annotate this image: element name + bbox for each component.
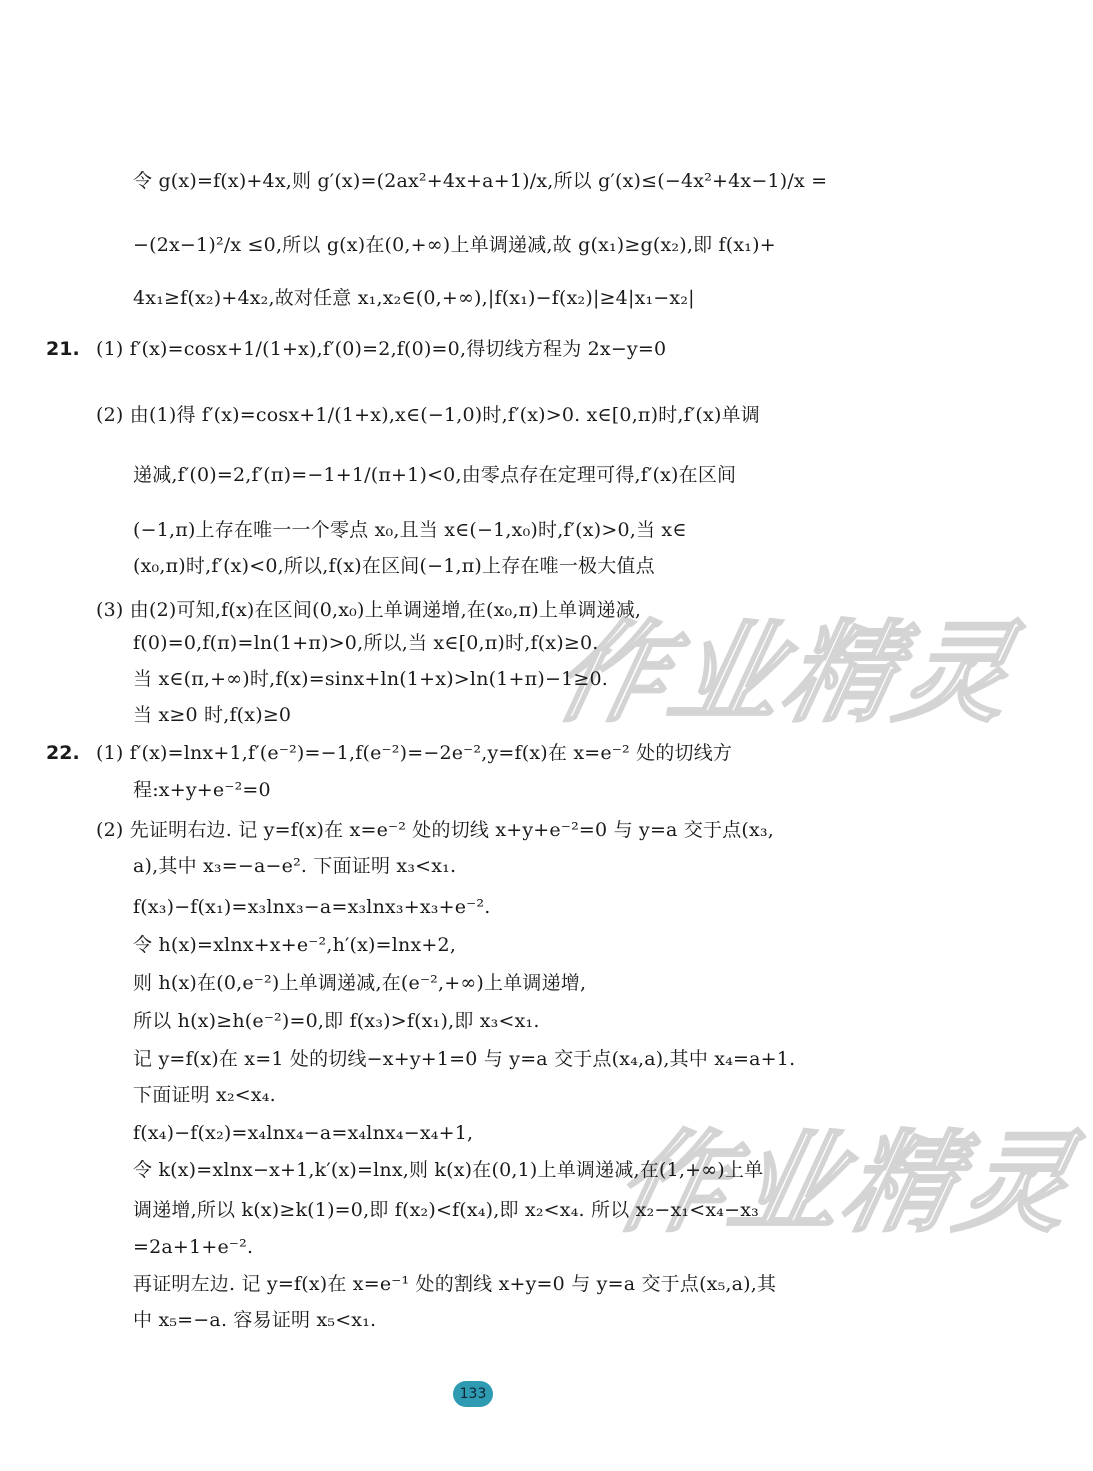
text-line: 当 x∈(π,+∞)时,f(x)=sinx+ln(1+x)>ln(1+π)−1≥0. xyxy=(133,668,609,690)
text-line: 4x₁≥f(x₂)+4x₂,故对任意 x₁,x₂∈(0,+∞),|f(x₁)−f(x₂)|≥4|x₁−x₂| xyxy=(133,287,695,309)
text-line: 令 h(x)=xlnx+x+e⁻²,h′(x)=lnx+2, xyxy=(133,934,457,956)
text-line: (2) 先证明右边. 记 y=f(x)在 x=e⁻² 处的切线 x+y+e⁻²=0 与 y=a 交于点(x₃, xyxy=(96,819,775,841)
text-line: 记 y=f(x)在 x=1 处的切线−x+y+1=0 与 y=a 交于点(x₄,a),其中 x₄=a+1. xyxy=(133,1048,796,1070)
text-line: 下面证明 x₂<x₄. xyxy=(133,1084,276,1106)
text-line: 当 x≥0 时,f(x)≥0 xyxy=(133,704,292,726)
text-line: 所以 h(x)≥h(e⁻²)=0,即 f(x₃)>f(x₁),即 x₃<x₁. xyxy=(133,1010,540,1032)
question-number: 22. xyxy=(46,742,80,764)
text-line: 令 g(x)=f(x)+4x,则 g′(x)=(2ax²+4x+a+1)/x,所以 g′(x)≤(−4x²+4x−1)/x = xyxy=(133,170,828,192)
text-line: f(x₄)−f(x₂)=x₄lnx₄−a=x₄lnx₄−x₄+1, xyxy=(133,1122,474,1144)
text-line: 中 x₅=−a. 容易证明 x₅<x₁. xyxy=(133,1309,377,1331)
question-number: 21. xyxy=(46,338,80,360)
text-line: 调递增,所以 k(x)≥k(1)=0,即 f(x₂)<f(x₄),即 x₂<x₄. 所以 x₂−x₁<x₄−x₃ xyxy=(133,1199,759,1221)
text-line: (1) f′(x)=cosx+1/(1+x),f′(0)=2,f(0)=0,得切线方程为 2x−y=0 xyxy=(96,338,667,360)
text-line: f(0)=0,f(π)=ln(1+π)>0,所以,当 x∈[0,π)时,f(x)≥0. xyxy=(133,632,599,654)
text-line: (−1,π)上存在唯一一个零点 x₀,且当 x∈(−1,x₀)时,f′(x)>0,当 x∈ xyxy=(133,519,687,541)
page-number: 133 xyxy=(453,1381,493,1407)
text-line: (x₀,π)时,f′(x)<0,所以,f(x)在区间(−1,π)上存在唯一极大值点 xyxy=(133,555,655,577)
text-line: 递减,f′(0)=2,f′(π)=−1+1/(π+1)<0,由零点存在定理可得,f′(x)在区间 xyxy=(133,464,737,486)
text-line: (1) f′(x)=lnx+1,f′(e⁻²)=−1,f(e⁻²)=−2e⁻²,y=f(x)在 x=e⁻² 处的切线方 xyxy=(96,742,733,764)
text-line: =2a+1+e⁻². xyxy=(133,1236,254,1258)
text-line: −(2x−1)²/x ≤0,所以 g(x)在(0,+∞)上单调递减,故 g(x₁)≥g(x₂),即 f(x₁)+ xyxy=(133,234,776,256)
watermark: 作业精灵 xyxy=(604,1119,1088,1247)
text-line: 再证明左边. 记 y=f(x)在 x=e⁻¹ 处的割线 x+y=0 与 y=a 交于点(x₅,a),其 xyxy=(133,1273,777,1295)
text-line: f(x₃)−f(x₁)=x₃lnx₃−a=x₃lnx₃+x₃+e⁻². xyxy=(133,896,491,918)
text-line: 则 h(x)在(0,e⁻²)上单调递减,在(e⁻²,+∞)上单调递增, xyxy=(133,972,587,994)
watermark: 作业精灵 xyxy=(544,609,1028,737)
text-line: 令 k(x)=xlnx−x+1,k′(x)=lnx,则 k(x)在(0,1)上单调递减,在(1,+∞)上单 xyxy=(133,1159,764,1181)
text-line: (3) 由(2)可知,f(x)在区间(0,x₀)上单调递增,在(x₀,π)上单调递减, xyxy=(96,599,642,621)
text-line: 程:x+y+e⁻²=0 xyxy=(133,779,271,801)
text-line: a),其中 x₃=−a−e². 下面证明 x₃<x₁. xyxy=(133,855,457,877)
text-line: (2) 由(1)得 f′(x)=cosx+1/(1+x),x∈(−1,0)时,f′(x)>0. x∈[0,π)时,f′(x)单调 xyxy=(96,404,760,426)
